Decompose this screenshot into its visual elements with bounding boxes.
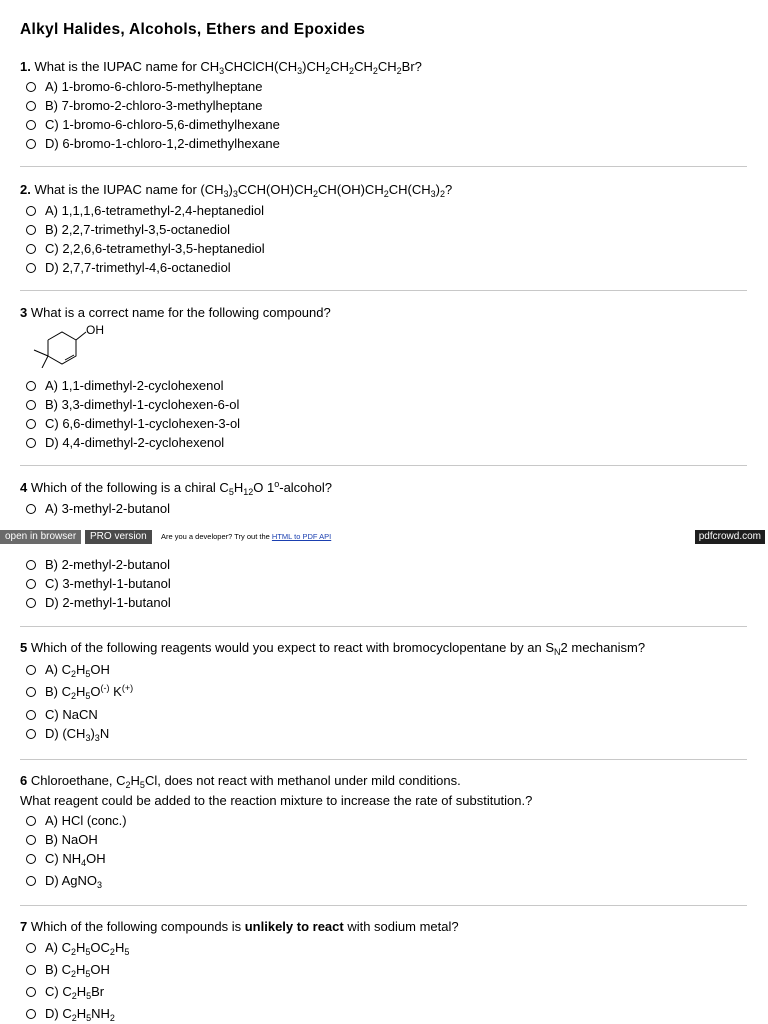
option-7a[interactable] (26, 938, 129, 957)
divider (20, 166, 747, 167)
radio-icon[interactable] (26, 876, 36, 886)
radio-icon[interactable] (26, 943, 36, 953)
question-6-line2: What reagent could be added to the reaction mixture to increase the rate of substitution.? (20, 793, 533, 808)
option-5a[interactable] (26, 660, 110, 679)
pdfcrowd-toolbar (0, 530, 768, 544)
oh-label: OH (86, 323, 104, 337)
question-text: with sodium metal? (343, 919, 459, 934)
option-label: A) 3-methyl-2-butanol (45, 501, 170, 516)
option-7d[interactable] (26, 1004, 115, 1023)
molecule-structure (28, 322, 118, 368)
radio-icon[interactable] (26, 244, 36, 254)
option-label: A) 1-bromo-6-chloro-5-methylheptane (45, 79, 263, 94)
option-label: D) 6-bromo-1-chloro-1,2-dimethylhexane (45, 136, 280, 151)
option-7c[interactable] (26, 982, 104, 1001)
option-4c[interactable] (26, 574, 171, 593)
radio-icon[interactable] (26, 438, 36, 448)
radio-icon[interactable] (26, 82, 36, 92)
question-number: 2. (20, 182, 31, 197)
question-7 (20, 917, 459, 937)
radio-icon[interactable] (26, 665, 36, 675)
option-label: D) AgNO$_3$ (45, 873, 103, 890)
open-in-browser-button[interactable]: open in browser (0, 530, 81, 544)
option-label: D) $(CH_3)_3N$ (45, 726, 110, 743)
option-label: D) 4,4-dimethyl-2-cyclohexenol (45, 435, 225, 450)
radio-icon[interactable] (26, 101, 36, 111)
option-6d[interactable] (26, 871, 102, 890)
question-text-bold: unlikely to react (244, 919, 344, 934)
pro-version-button[interactable]: PRO version (85, 530, 152, 544)
option-2a[interactable] (26, 201, 264, 220)
option-label: C) 1-bromo-6-chloro-5,6-dimethylhexane (45, 117, 280, 132)
question-2: 2. What is the IUPAC name for $(CH_3)_3CCH(OH)CH_2CH(OH)CH_2CH(CH_3)_2$? (20, 182, 453, 199)
option-label: D) 2-methyl-1-butanol (45, 595, 171, 610)
option-label: D) $C_2H_5NH_2$ (45, 1006, 115, 1023)
developer-text-label: Are you a developer? Try out the (161, 532, 272, 541)
option-6a[interactable] (26, 811, 127, 830)
divider (20, 626, 747, 627)
question-text: What is a correct name for the following compound? (27, 305, 331, 320)
option-6c[interactable] (26, 849, 106, 868)
radio-icon[interactable] (26, 987, 36, 997)
option-label: C) 6,6-dimethyl-1-cyclohexen-3-ol (45, 416, 241, 431)
question-4: 4 Which of the following is a chiral $C_5H_{12}O$ 1$^o$-alcohol? (20, 479, 332, 497)
option-label: B) NaOH (45, 832, 98, 847)
option-4d[interactable] (26, 593, 171, 612)
option-label: A) HCl (conc.) (45, 813, 127, 828)
radio-icon[interactable] (26, 835, 36, 845)
question-3 (20, 303, 331, 323)
option-label: C) 3-methyl-1-butanol (45, 576, 171, 591)
radio-icon[interactable] (26, 560, 36, 570)
radio-icon[interactable] (26, 854, 36, 864)
radio-icon[interactable] (26, 598, 36, 608)
question-6: 6 Chloroethane, $C_2H_5Cl$, does not react with methanol under mild conditions. (20, 773, 461, 790)
question-number: 6 (20, 773, 28, 788)
option-5c[interactable] (26, 705, 98, 724)
question-5: 5 Which of the following reagents would you expect to react with bromocyclopentane by an $S_N2$ mechanism? (20, 640, 646, 657)
page-title: Alkyl Halides, Alcohols, Ethers and Epoxides (20, 21, 366, 38)
divider (20, 465, 747, 466)
question-number: 1. (20, 59, 31, 74)
option-label: B) 2-methyl-2-butanol (45, 557, 170, 572)
option-7b[interactable] (26, 960, 110, 979)
option-label: B) 7-bromo-2-chloro-3-methylheptane (45, 98, 263, 113)
radio-icon[interactable] (26, 687, 36, 697)
option-6b[interactable] (26, 830, 98, 849)
question-number: 3 (20, 305, 28, 320)
radio-icon[interactable] (26, 710, 36, 720)
radio-icon[interactable] (26, 729, 36, 739)
radio-icon[interactable] (26, 381, 36, 391)
option-1a[interactable] (26, 77, 262, 96)
option-label: A) $C_2H_5OH$ (45, 662, 110, 679)
radio-icon[interactable] (26, 206, 36, 216)
option-label: B) 2,2,7-trimethyl-3,5-octanediol (45, 222, 230, 237)
radio-icon[interactable] (26, 400, 36, 410)
option-label: B) $C_2H_5O^{(-)}$ K(+) (45, 683, 134, 701)
option-label: B) $C_2H_5OH$ (45, 962, 110, 979)
option-label: B) 3,3-dimethyl-1-cyclohexen-6-ol (45, 397, 240, 412)
option-label: A) $C_2H_5OC_2H_5$ (45, 940, 130, 957)
option-label: C) $C_2H_5Br$ (45, 984, 105, 1001)
option-3d[interactable] (26, 433, 224, 452)
option-5b[interactable] (26, 682, 133, 701)
question-number: 4 (20, 480, 28, 495)
question-text: Which of the following compounds is (27, 919, 245, 934)
option-3c[interactable] (26, 414, 240, 433)
question-number: 5 (20, 640, 28, 655)
option-1c[interactable] (26, 115, 280, 134)
html-to-pdf-api-link[interactable]: HTML to PDF API (271, 532, 332, 541)
option-label: A) 1,1-dimethyl-2-cyclohexenol (45, 378, 224, 393)
radio-icon[interactable] (26, 139, 36, 149)
radio-icon[interactable] (26, 816, 36, 826)
developer-text (161, 530, 331, 544)
question-number: 7 (20, 919, 28, 934)
radio-icon[interactable] (26, 1009, 36, 1019)
option-label: C) $NH_4OH$ (45, 851, 106, 868)
option-1d[interactable] (26, 134, 280, 153)
option-label: D) 2,7,7-trimethyl-4,6-octanediol (45, 260, 231, 275)
radio-icon[interactable] (26, 120, 36, 130)
option-4b[interactable] (26, 555, 170, 574)
option-5d[interactable] (26, 724, 109, 743)
option-4a[interactable] (26, 499, 170, 518)
option-label: C) 2,2,6,6-tetramethyl-3,5-heptanediol (45, 241, 265, 256)
divider (20, 759, 747, 760)
option-3b[interactable] (26, 395, 239, 414)
option-label: A) 1,1,1,6-tetramethyl-2,4-heptanediol (45, 203, 264, 218)
pdfcrowd-logo[interactable]: pdfcrowd.com (695, 530, 765, 544)
divider (20, 290, 747, 291)
divider (20, 905, 747, 906)
radio-icon[interactable] (26, 504, 36, 514)
option-1b[interactable] (26, 96, 262, 115)
radio-icon[interactable] (26, 965, 36, 975)
option-label: C) NaCN (45, 707, 98, 722)
question-1: 1. What is the IUPAC name for $CH_3CHClCH(CH_3)CH_2CH_2CH_2CH_2Br$? (20, 59, 422, 76)
radio-icon[interactable] (26, 263, 36, 273)
option-2c[interactable] (26, 239, 265, 258)
radio-icon[interactable] (26, 579, 36, 589)
option-2b[interactable] (26, 220, 230, 239)
radio-icon[interactable] (26, 225, 36, 235)
option-2d[interactable] (26, 258, 231, 277)
radio-icon[interactable] (26, 419, 36, 429)
option-3a[interactable] (26, 376, 223, 395)
